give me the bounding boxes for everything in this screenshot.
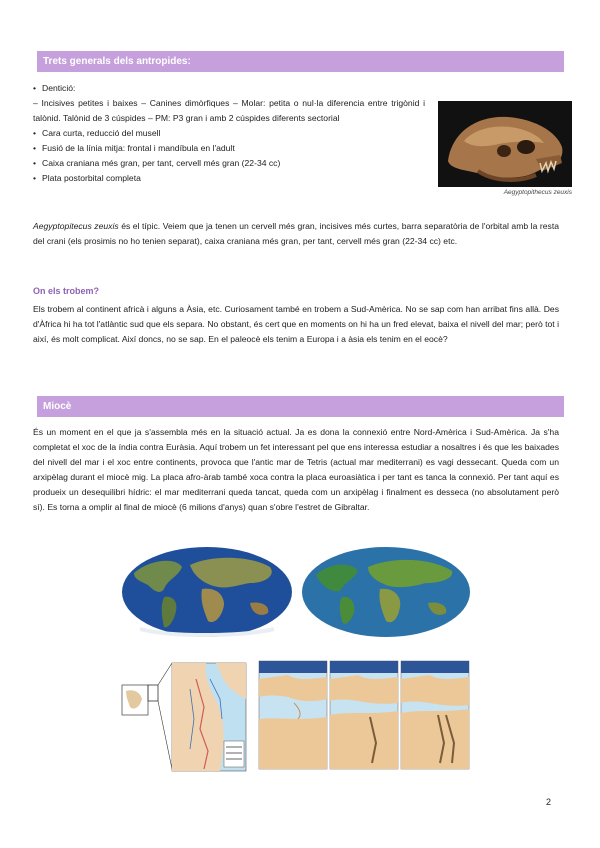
- mediterranean-stages-map: [258, 659, 470, 775]
- traits-list: [33, 81, 425, 186]
- list-item: – Incisives petites i baixes – Canines dimòrfiques – Molar: petita o nul·la diferencia entre trigònid i talònid. Talònid de 3 cúspides – PM: P3 gran i amb 2 cúspides diferents sectorial: [33, 98, 425, 123]
- list-item: • Dentició:: [33, 83, 76, 93]
- species-name: Aegyptopitecus zeuxis: [33, 221, 119, 231]
- stage-panel-1: [259, 661, 327, 769]
- section-header-miocene: [37, 396, 564, 417]
- paragraph-species: Aegyptopitecus zeuxis és el típic. Veiem que ja tenen un cervell més gran, incisives més curtes, barra separatòria de l'orbital amb la resta del crani (els prosimis no ho tenien separat), caixa craniana més gran, per tant, cervell més gran (22-34 cc) etc.: [33, 221, 559, 246]
- stage-panel-2: [330, 661, 398, 769]
- list-item: • Cara curta, reducció del musell: [33, 128, 161, 138]
- paragraph-miocene: És un moment en el que ja s'assembla més en la situació actual. Ja es dona la connexió entre Nord-Amèrica i Sud-Amèrica. Ja s'ha completat el xoc de la índia contra Euràsia. Aquí trobem un fet interessant pel que ens interessa estudiar a nosaltres i és que les baixades del nivell del mar i el xoc entre continents, provoca que l'antic mar de Tetris (actual mar mediterrani) es vagi dessecant. Queda com un arxipèlag durant el miocè mig. La placa afro-àrab també xoca contra la placa euroasiàtica i per tant es tanca la connexió. Per tant aquí es produeix un desequilibri hídric: el mar mediterrani queda tancat, queda com un arxipèlag i finalment es desseca (no absolutament però sí). Es torna a omplir al final de miocè (6 milions d'anys) quan s'obre l'estret de Gibraltar.: [33, 427, 559, 512]
- skull-caption: Aegyptopithecus zeuxis: [503, 189, 572, 196]
- skull-photo: [438, 101, 572, 187]
- list-item: • Fusió de la línia mitja: frontal i mandíbula en l'adult: [33, 143, 235, 153]
- subheading-where: On els trobem?: [33, 286, 100, 296]
- list-item: • Caixa craniana més gran, per tant, cervell més gran (22-34 cc): [33, 158, 281, 168]
- section-title: Trets generals dels antropides:: [43, 56, 191, 67]
- list-item: • Plata postorbital completa: [33, 173, 141, 183]
- page-number: 2: [546, 797, 552, 807]
- africa-arabia-map: [120, 659, 248, 775]
- paragraph-where: Els trobem al continent africà i alguns a Àsia, etc. Curiosament també en trobem a Sud-Amèrica. No se sap com han arribat fins allà. Des d'Àfrica hi ha tot l'atlàntic sud que els separa. No obstant, és cert que en moments on hi ha un fred elevat, baixa el nivell del mar; però tot i així, és molt complicat. Així doncs, no se sap. En el paleocè els tenim a Europa i a àsia els tenim en el eocè?: [33, 304, 559, 344]
- section-title: Miocè: [43, 401, 72, 412]
- miocene-world-map: [120, 545, 294, 639]
- stage-panel-3: [401, 661, 469, 769]
- world-map-globe: [300, 545, 472, 639]
- section-header-traits: [37, 51, 564, 72]
